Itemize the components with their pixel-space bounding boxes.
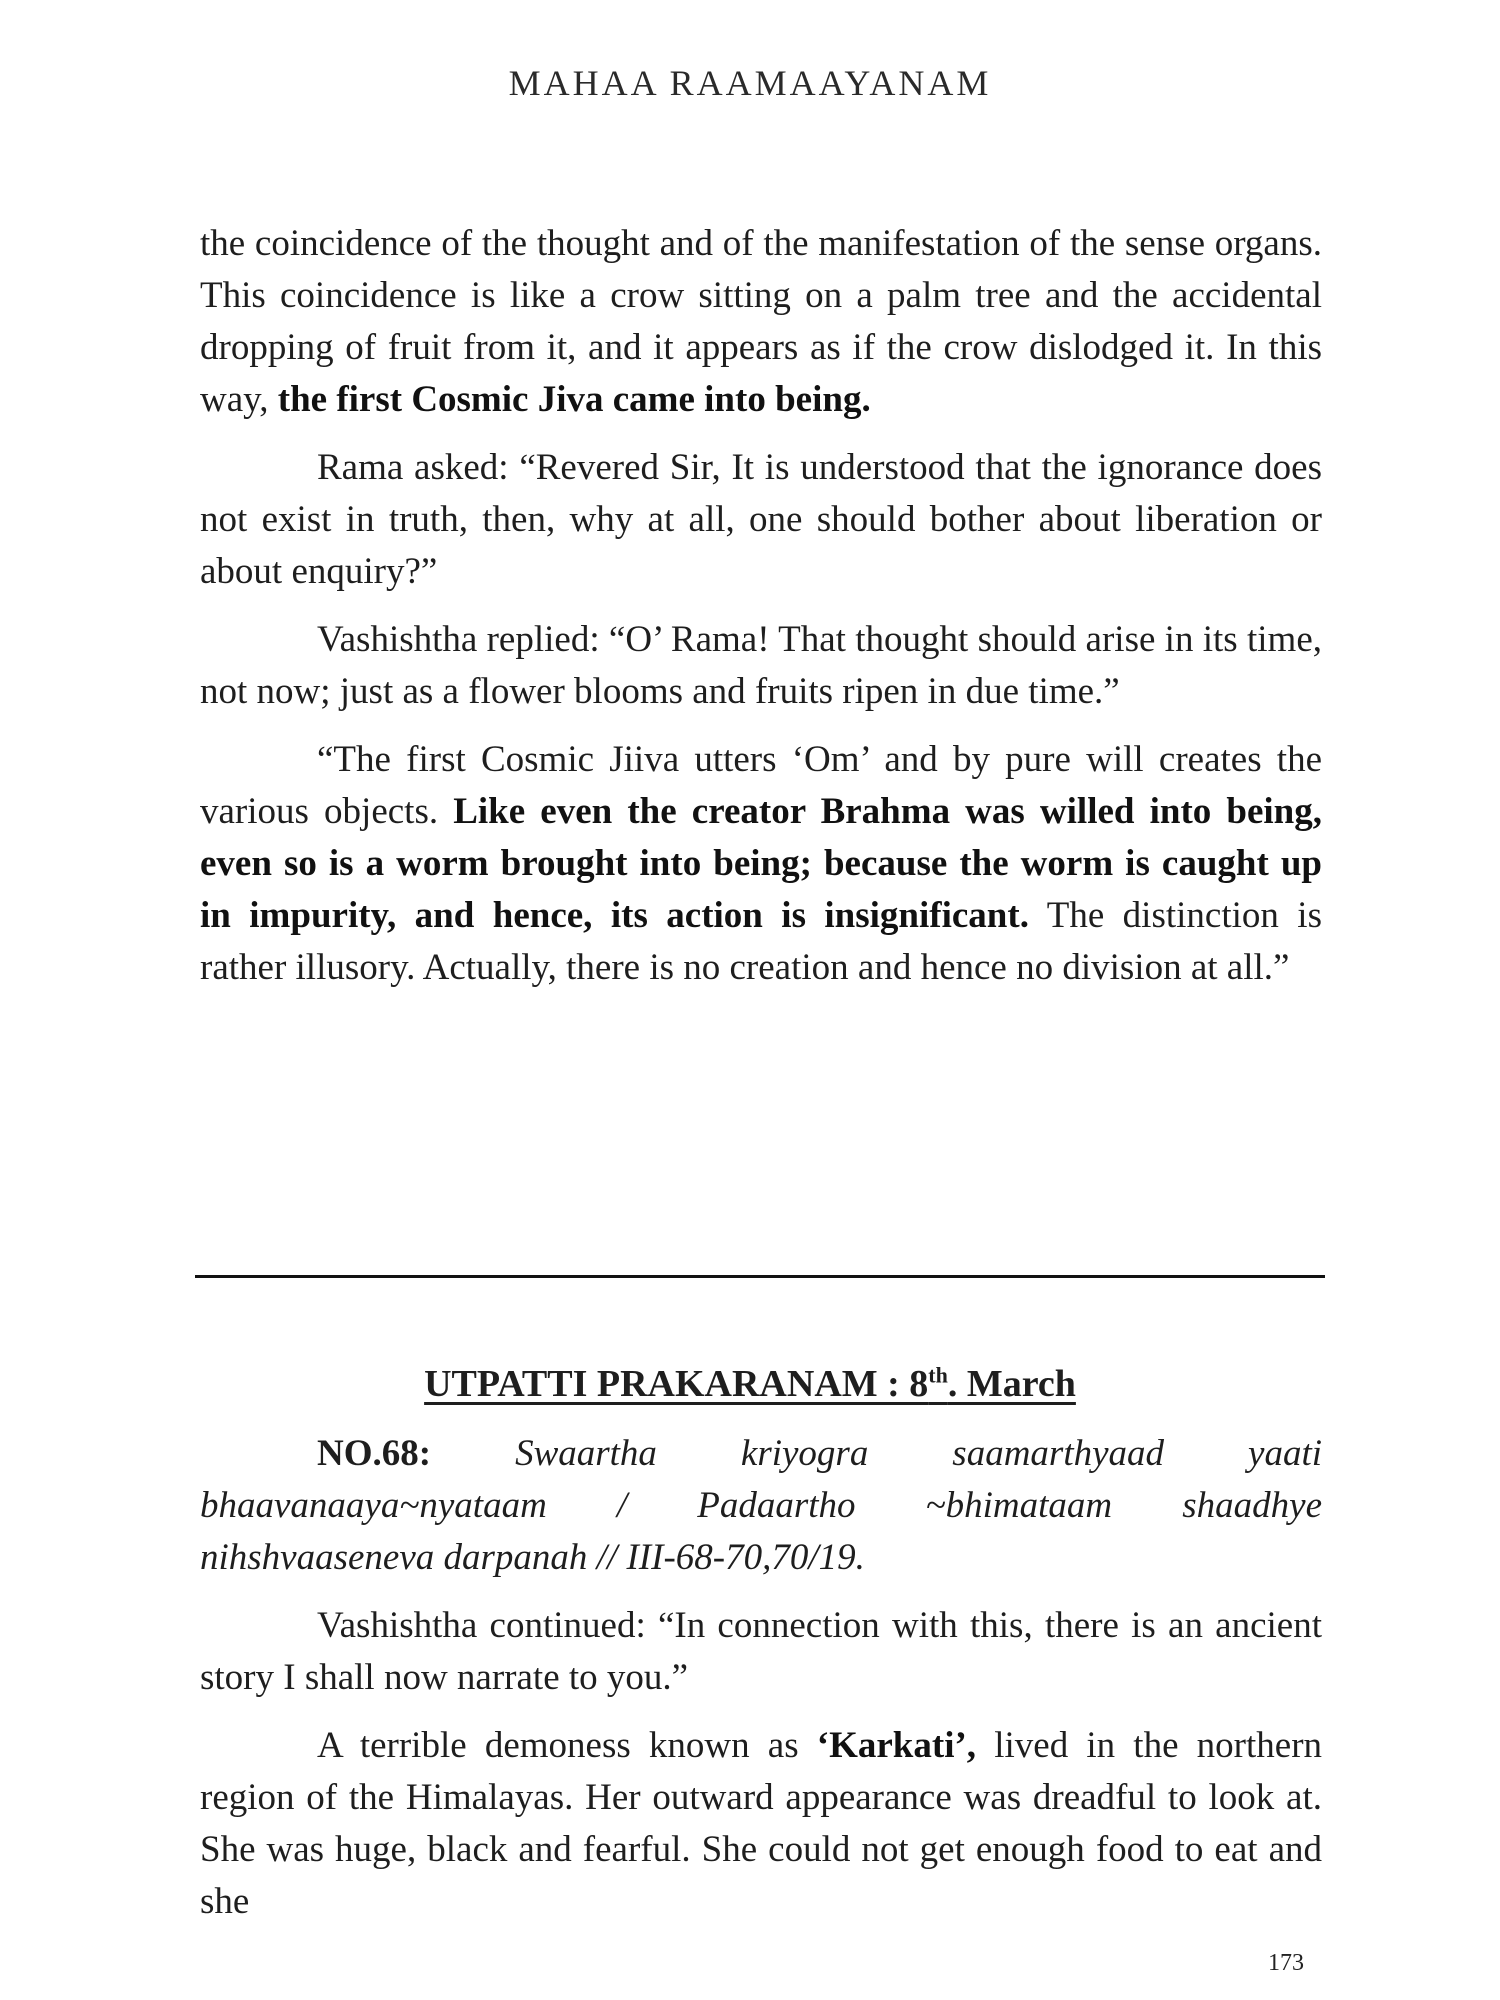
- paragraph-6-text-c: lived in the northern region of the Himalayas. Her outward appearance was dreadful to look at. She was huge, black and fearful. She could not get enough food to eat and she: [200, 1725, 1323, 1922]
- paragraph-1: [200, 218, 1322, 426]
- paragraph-5: Vashishtha continued: “In connection with this, there is an ancient story I shall now narrate to you.”: [200, 1605, 1322, 1698]
- running-header: MAHAA RAAMAAYANAM: [508, 63, 992, 103]
- section-date: . March: [947, 1363, 1076, 1405]
- paragraph-1-text: the coincidence of the thought and of the manifestation of the sense organs. This coincidence is like a crow sitting on a palm tree and the accidental dropping of fruit from it, and it appears as if the crow dislodged it. In this way,: [200, 223, 1322, 420]
- paragraph-1-bold: the first Cosmic Jiva came into being.: [277, 379, 871, 420]
- verse-number: NO.68:: [317, 1433, 432, 1474]
- page-number: 173: [1268, 1950, 1304, 1976]
- paragraph-2: Rama asked: “Revered Sir, It is understood that the ignorance does not exist in truth, then, why at all, one should bother about liberation or about enquiry?”: [200, 447, 1322, 592]
- section-divider: [195, 1275, 1325, 1278]
- paragraph-4: [200, 734, 1322, 994]
- paragraph-4-text-a: “The first Cosmic Jiiva utters ‘Om’ and by pure will creates the various objects.: [200, 739, 1322, 832]
- section-date-suffix: th: [928, 1362, 948, 1388]
- paragraph-6: [200, 1720, 1322, 1928]
- paragraph-3: Vashishtha replied: “O’ Rama! That thought should arise in its time, not now; just as a flower blooms and fruits ripen in due time.”: [200, 619, 1322, 712]
- text-block-bottom: [200, 1428, 1322, 1928]
- verse: [200, 1428, 1322, 1584]
- section-title: UTPATTI PRAKARANAM : 8: [424, 1363, 929, 1405]
- paragraph-4-text-c: The distinction is rather illusory. Actually, there is no creation and hence no division at all.”: [200, 895, 1322, 988]
- paragraph-6-text-a: A terrible demoness known as: [317, 1725, 799, 1766]
- paragraph-4-bold: Like even the creator Brahma was willed into being, even so is a worm brought into being; because the worm is caught up in impurity, and hence, its action is insignificant.: [200, 791, 1322, 936]
- paragraph-6-bold: ‘Karkati’,: [816, 1725, 977, 1766]
- section-heading-underlined: [424, 1363, 1076, 1405]
- verse-text: Swaartha kriyogra saamarthyaad yaati bhaavanaaya~nyataam / Padaartho ~bhimataam shaadhye nihshvaaseneva darpanah // III-68-70,70/19.: [200, 1433, 1322, 1578]
- text-block-top: [200, 218, 1322, 994]
- section-heading: [0, 1362, 1500, 1406]
